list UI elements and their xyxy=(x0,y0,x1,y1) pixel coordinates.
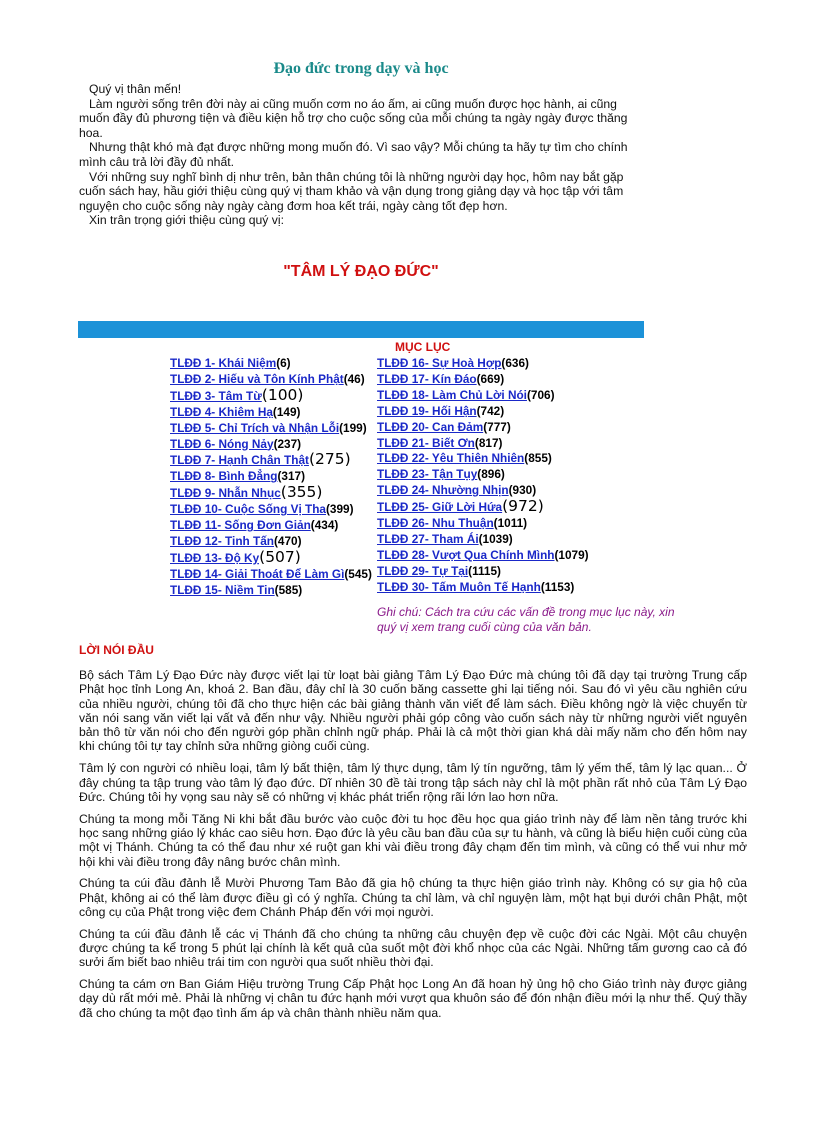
toc-item[interactable] xyxy=(377,451,637,465)
toc-item[interactable] xyxy=(377,499,637,514)
preface-section xyxy=(79,668,747,1028)
toc-item[interactable] xyxy=(377,532,637,546)
toc-link[interactable]: TLĐĐ 19- Hối Hận xyxy=(377,403,477,418)
toc-heading: MỤC LỤC xyxy=(395,340,451,354)
toc-page-number: (742) xyxy=(476,403,505,418)
toc-page-number: (585) xyxy=(274,582,303,597)
toc-page-number: (46) xyxy=(343,371,365,386)
toc-link[interactable]: TLĐĐ 17- Kín Đáo xyxy=(377,371,477,386)
toc-page-number: (317) xyxy=(277,469,306,484)
toc-page-number: (100) xyxy=(261,385,304,404)
toc-page-number: (545) xyxy=(344,566,372,581)
toc-link[interactable]: TLĐĐ 6- Nóng Nảy xyxy=(170,436,274,451)
toc-link[interactable]: TLĐĐ 27- Tham Ái xyxy=(377,531,479,546)
toc-item[interactable] xyxy=(377,356,637,370)
toc-item[interactable] xyxy=(377,548,637,562)
toc-page-number: (636) xyxy=(501,356,529,370)
toc-item[interactable] xyxy=(170,583,375,597)
divider-bar xyxy=(78,321,644,338)
toc-item[interactable] xyxy=(170,547,375,566)
toc-link[interactable]: TLĐĐ 5- Chỉ Trích và Nhận Lỗi xyxy=(170,420,340,435)
toc-page-number: (470) xyxy=(274,533,302,548)
toc-link[interactable]: TLĐĐ 21- Biết Ơn xyxy=(377,435,475,450)
toc-page-number: (896) xyxy=(477,467,505,482)
intro-paragraph: Nhưng thật khó mà đạt được những mong muốn đó. Vì sao vậy? Mỗi chúng ta hãy tự tìm cho chính mình câu trả lời đầy đủ nhất. xyxy=(79,140,628,169)
toc-link[interactable]: TLĐĐ 3- Tâm Từ xyxy=(170,388,262,403)
toc-link[interactable]: TLĐĐ 1- Khái Niệm xyxy=(170,356,277,370)
toc-link[interactable]: TLĐĐ 10- Cuộc Sống Vị Tha xyxy=(170,502,326,517)
toc-item[interactable] xyxy=(377,516,637,530)
toc-page-number: (149) xyxy=(272,404,301,419)
toc-page-number: (399) xyxy=(326,502,354,517)
toc-item[interactable] xyxy=(377,467,637,481)
toc-item[interactable] xyxy=(377,388,637,402)
toc-page-number: (1039) xyxy=(478,531,513,546)
toc-item[interactable] xyxy=(377,564,637,578)
toc-page-number: (434) xyxy=(310,518,339,533)
toc-link[interactable]: TLĐĐ 9- Nhẫn Nhục xyxy=(170,486,281,501)
toc-item[interactable] xyxy=(377,404,637,418)
toc-link[interactable]: TLĐĐ 7- Hạnh Chân Thật xyxy=(170,453,309,468)
toc-page-number: (1011) xyxy=(493,516,528,531)
toc-page-number: (507) xyxy=(259,547,301,566)
toc-link[interactable]: TLĐĐ 22- Yêu Thiên Nhiên xyxy=(377,451,525,466)
intro-paragraph: Quý vị thân mến! xyxy=(89,82,182,96)
toc-item[interactable] xyxy=(170,567,375,581)
toc-link[interactable]: TLĐĐ 26- Nhu Thuận xyxy=(377,516,494,531)
preface-heading: LỜI NÓI ĐẦU xyxy=(79,643,154,657)
preface-paragraph: Chúng ta mong mỗi Tăng Ni khi bắt đầu bước vào cuộc đời tu học đều học qua giáo trình này để làm nền tảng trước khi học sang những giáo lý khác cao siêu hơn. Đạo đức là yêu cầu ban đầu của sự tu hành, và cũng là biểu hiện cuối cùng của một vị Thánh. Chúng ta có thể đau như xé ruột gan khi vài điều trong đây chạm đến tim mình, và cũng có thể vui như mở hội khi vài điều trong đây nâng bước chân mình. xyxy=(79,811,748,869)
toc-page-number: (1079) xyxy=(554,547,589,562)
toc-page-number: (930) xyxy=(508,483,537,498)
toc-page-number: (855) xyxy=(524,451,552,466)
toc-page-number: (237) xyxy=(273,436,302,451)
toc-link[interactable]: TLĐĐ 12- Tinh Tấn xyxy=(170,533,274,548)
toc-page-number: (6) xyxy=(276,356,291,370)
toc-link[interactable]: TLĐĐ 23- Tận Tụy xyxy=(377,467,478,482)
toc-page-number: (275) xyxy=(308,450,351,469)
toc-item[interactable] xyxy=(170,385,375,404)
toc-item[interactable] xyxy=(170,372,375,386)
toc-item[interactable] xyxy=(377,436,637,450)
toc-item[interactable] xyxy=(170,518,375,532)
toc-link[interactable]: TLĐĐ 4- Khiêm Hạ xyxy=(170,404,273,419)
toc-item[interactable] xyxy=(170,452,375,467)
toc-link[interactable]: TLĐĐ 2- Hiếu và Tôn Kính Phật xyxy=(170,371,344,386)
book-title: "TÂM LÝ ĐẠO ĐỨC" xyxy=(283,263,439,280)
toc-link[interactable]: TLĐĐ 25- Giữ Lời Hứa xyxy=(377,500,503,515)
toc-column-left xyxy=(170,356,375,599)
toc-page-number: (1153) xyxy=(540,579,575,594)
intro-paragraph: Với những suy nghĩ bình dị như trên, bản thân chúng tôi là những người dạy học, hôm nay bắt gặp cuốn sách hay, hầu giới thiệu cùng quý vị tham khảo và vận dụng trong giảng dạy và học tập với tâm nguyện cho cuộc sống này ngày càng đơm hoa kết trái, ngày càng tốt đẹp hơn. xyxy=(79,169,624,213)
intro-paragraph: Làm người sống trên đời này ai cũng muốn cơm no áo ấm, ai cũng muốn được học hành, ai cũng muốn đầy đủ phương tiện và điều kiện hỗ trợ cho cuộc sống của mỗi chúng ta ngày ngày được thăng hoa. xyxy=(79,96,628,140)
toc-link[interactable]: TLĐĐ 24- Nhường Nhịn xyxy=(377,483,509,498)
toc-page-number: (706) xyxy=(526,387,555,402)
intro-section xyxy=(79,82,645,228)
toc-link[interactable]: TLĐĐ 8- Bình Đẳng xyxy=(170,469,278,484)
toc-page-number: (355) xyxy=(280,483,323,502)
toc-link[interactable]: TLĐĐ 16- Sự Hoà Hợp xyxy=(377,356,502,370)
toc-item[interactable] xyxy=(377,483,637,497)
toc-item[interactable] xyxy=(170,502,375,516)
document-title: Đạo đức trong dạy và học xyxy=(273,60,449,77)
toc-item[interactable] xyxy=(170,485,375,500)
preface-paragraph: Chúng ta cám ơn Ban Giám Hiệu trường Trung Cấp Phật học Long An đã hoan hỷ ủng hộ cho Giáo trình này được giảng dạy dù rất mới mẻ. Phải là những vị chân tu đức hạnh mới vượt qua khuôn sáo để đón nhận điều mới lạ như thế. Quý thầy đã cho chúng ta một đạo tình ấm áp và chân thành nhiều năm qua. xyxy=(79,977,747,1020)
toc-note: Ghi chú: Cách tra cứu các vấn đề trong mục lục này, xin quý vị xem trang cuối cùng của văn bản. xyxy=(377,605,675,634)
toc-link[interactable]: TLĐĐ 20- Can Đảm xyxy=(377,419,484,434)
preface-paragraph: Bộ sách Tâm Lý Đạo Đức này được viết lại từ loạt bài giảng Tâm Lý Đạo Đức mà chúng tôi đã dạy tại trường Trung cấp Phật học tỉnh Long An, khoá 2. Ban đầu, đây chỉ là 30 cuốn băng cassette ghi lại tiếng nói. Sau đó vì yêu cầu nghiên cứu của nhiều người, chúng tôi đã cho thực hiện các bài giảng thành văn viết để làm sách. Điều không ngờ là việc chuyển từ văn nói sang văn viết lại vất vả đến như vậy. Nhiều người phải góp công vào cuốn sách này từ những người viết nguyên bản thô từ văn nói cho đến người góp phần chỉnh ngữ pháp. Phải là cả một thời gian khá dài mấy năm cho đến hôm nay khi chúng tôi tự tay chỉnh sửa những giòng cuối cùng. xyxy=(79,668,747,754)
toc-page-number: (1115) xyxy=(468,563,501,578)
toc-item[interactable] xyxy=(377,420,637,434)
preface-paragraph: Tâm lý con người có nhiều loại, tâm lý bất thiện, tâm lý thực dụng, tâm lý tín ngưỡng, tâm lý yếm thế, tâm lý lạc quan... Ở đây chúng ta tập trung vào tâm lý đạo đức. Dĩ nhiên 30 đề tài trong tập sách này chỉ là một phần rất nhỏ của Tâm Lý Đạo Đức. Chúng tôi hy vọng sau này sẽ có những vị khác phát triển rộng rãi lớn lao hơn nữa. xyxy=(79,761,747,804)
toc-link[interactable]: TLĐĐ 11- Sống Đơn Giản xyxy=(170,518,311,533)
toc-page-number: (817) xyxy=(474,435,503,450)
toc-item[interactable] xyxy=(377,580,637,594)
toc-link[interactable]: TLĐĐ 30- Tấm Muôn Tế Hạnh xyxy=(377,579,541,594)
toc-item[interactable] xyxy=(170,421,375,435)
toc-link[interactable]: TLĐĐ 29- Tự Tại xyxy=(377,563,469,578)
preface-paragraph: Chúng ta cúi đầu đảnh lễ các vị Thánh đã cho chúng ta những câu chuyện đẹp về cuộc đời các Ngài. Một câu chuyện được chúng ta kể trong 5 phút lại chính là kết quả của suốt một đời khổ nhọc của các Ngài. Những tấm gương cao cả đó sưởi ấm biết bao nhiêu trái tim con người qua suốt nhiều thời đại. xyxy=(79,926,747,970)
toc-column-right xyxy=(377,356,637,596)
toc-item[interactable] xyxy=(170,405,375,419)
toc-link[interactable]: TLĐĐ 15- Niềm Tin xyxy=(170,582,275,597)
toc-item[interactable] xyxy=(170,437,375,451)
toc-item[interactable] xyxy=(170,534,375,548)
preface-paragraph: Chúng ta cúi đầu đảnh lễ Mười Phương Tam Bảo đã gia hộ chúng ta thực hiện giáo trình này. Không có sự gia hộ của Phật, không ai có thể làm được điều gì có ý nghĩa. Chúng ta chỉ làm, và chỉ nguyện làm, một hạt bụi dưới chân Phật, một công cụ của Phật trong việc đem Chánh Pháp đến với mọi người. xyxy=(79,876,747,919)
toc-item[interactable] xyxy=(170,469,375,483)
toc-page-number: (972) xyxy=(502,497,544,516)
intro-paragraph: Xin trân trọng giới thiệu cùng quý vị: xyxy=(89,213,284,228)
toc-link[interactable]: TLĐĐ 28- Vượt Qua Chính Mình xyxy=(377,547,555,562)
toc-page-number: (199) xyxy=(339,420,367,435)
toc-item[interactable] xyxy=(170,356,375,370)
toc-page-number: (777) xyxy=(483,419,511,434)
toc-link[interactable]: TLĐĐ 13- Độ Kỵ xyxy=(170,550,260,565)
toc-item[interactable] xyxy=(377,372,637,386)
toc-link[interactable]: TLĐĐ 18- Làm Chủ Lời Nói xyxy=(377,387,527,402)
toc-link[interactable]: TLĐĐ 14- Giải Thoát Để Làm Gì xyxy=(170,566,345,581)
toc-page-number: (669) xyxy=(476,371,505,386)
